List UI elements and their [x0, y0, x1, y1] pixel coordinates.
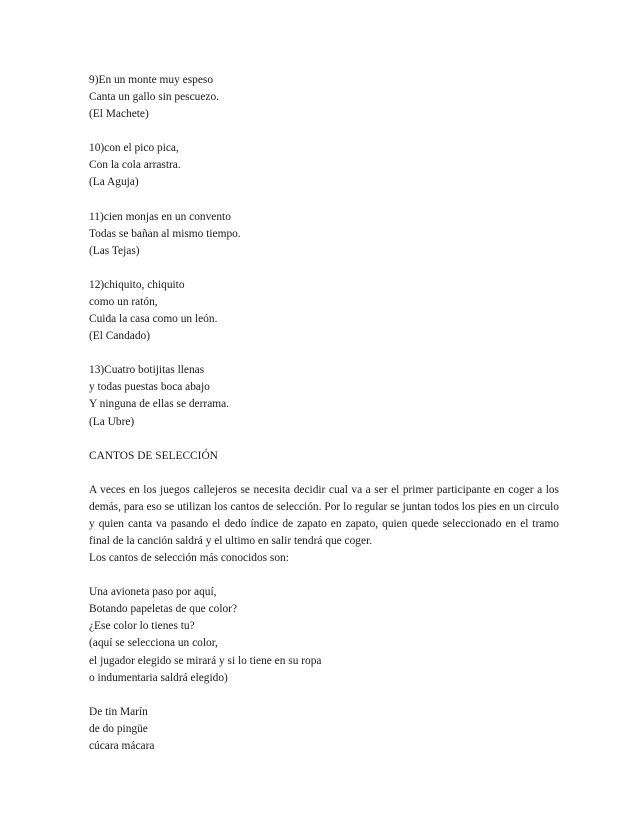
chant-avioneta-line-6: o indumentaria saldrá elegido) — [89, 671, 228, 684]
riddle-12-answer: (El Candado) — [89, 330, 151, 343]
riddle-10-answer: (La Aguja) — [89, 176, 139, 189]
chant-avioneta-line-3: ¿Ese color lo tienes tu? — [89, 620, 195, 633]
section-intro-line: Los cantos de selección más conocidos son: — [89, 552, 289, 565]
riddle-11-line-1: 11)cien monjas en un convento — [89, 210, 231, 223]
chant-avioneta-line-1: Una avioneta paso por aquí, — [89, 586, 217, 599]
chant-avioneta-line-2: Botando papeletas de que color? — [89, 603, 238, 616]
riddle-11-answer: (Las Tejas) — [89, 244, 140, 257]
riddle-9-line-1: 9)En un monte muy espeso — [89, 74, 214, 86]
section-paragraph: A veces en los juegos callejeros se necesita decidir cual va a ser el primer participante en coger a los demás, para eso se utilizan los cantos de selección. Por lo regular se juntan todos los pies en un circulo y quien canta va pasando el dedo índice de zapato en zapato, quien quede seleccionado en el tramo final de la canción saldrá y el ultimo en salir tendrá que coger. — [89, 483, 559, 547]
chant-avioneta-line-5: el jugador elegido se mirará y si lo tiene en su ropa — [89, 654, 322, 667]
riddle-13-line-1: 13)Cuatro botijitas llenas — [89, 364, 205, 377]
chant-de-tin-marin — [89, 704, 559, 755]
riddle-12-line-2: como un ratón, — [89, 295, 158, 308]
chant-avioneta-line-4: (aquí se selecciona un color, — [89, 637, 218, 650]
riddle-13-line-3: Y ninguna de ellas se derrama. — [89, 398, 230, 411]
riddle-13-line-2: y todas puestas boca abajo — [89, 381, 210, 394]
document-body — [89, 72, 559, 772]
chant-de-tin-marin-line-1: De tin Marín — [89, 705, 148, 718]
chant-de-tin-marin-line-2: de do pingüe — [89, 722, 148, 735]
riddle-11 — [89, 209, 559, 260]
riddle-13 — [89, 362, 559, 430]
riddle-10-line-1: 10)con el pico pica, — [89, 142, 179, 155]
riddle-10 — [89, 140, 559, 191]
chant-de-tin-marin-line-3: cúcara mácara — [89, 739, 155, 752]
riddle-9-line-2: Canta un gallo sin pescuezo. — [89, 91, 220, 104]
riddle-11-line-2: Todas se bañan al mismo tiempo. — [89, 227, 241, 240]
riddle-12-line-3: Cuida la casa como un león. — [89, 313, 218, 326]
riddle-12-line-1: 12)chiquito, chiquito — [89, 278, 185, 291]
chant-avioneta — [89, 584, 559, 687]
riddle-9 — [89, 72, 559, 123]
riddle-13-answer: (La Ubre) — [89, 415, 135, 428]
riddle-12 — [89, 277, 559, 345]
section-intro-block — [89, 482, 559, 567]
riddle-9-answer: (El Machete) — [89, 108, 149, 121]
section-heading: CANTOS DE SELECCIÓN — [89, 449, 218, 462]
riddle-10-line-2: Con la cola arrastra. — [89, 159, 181, 172]
